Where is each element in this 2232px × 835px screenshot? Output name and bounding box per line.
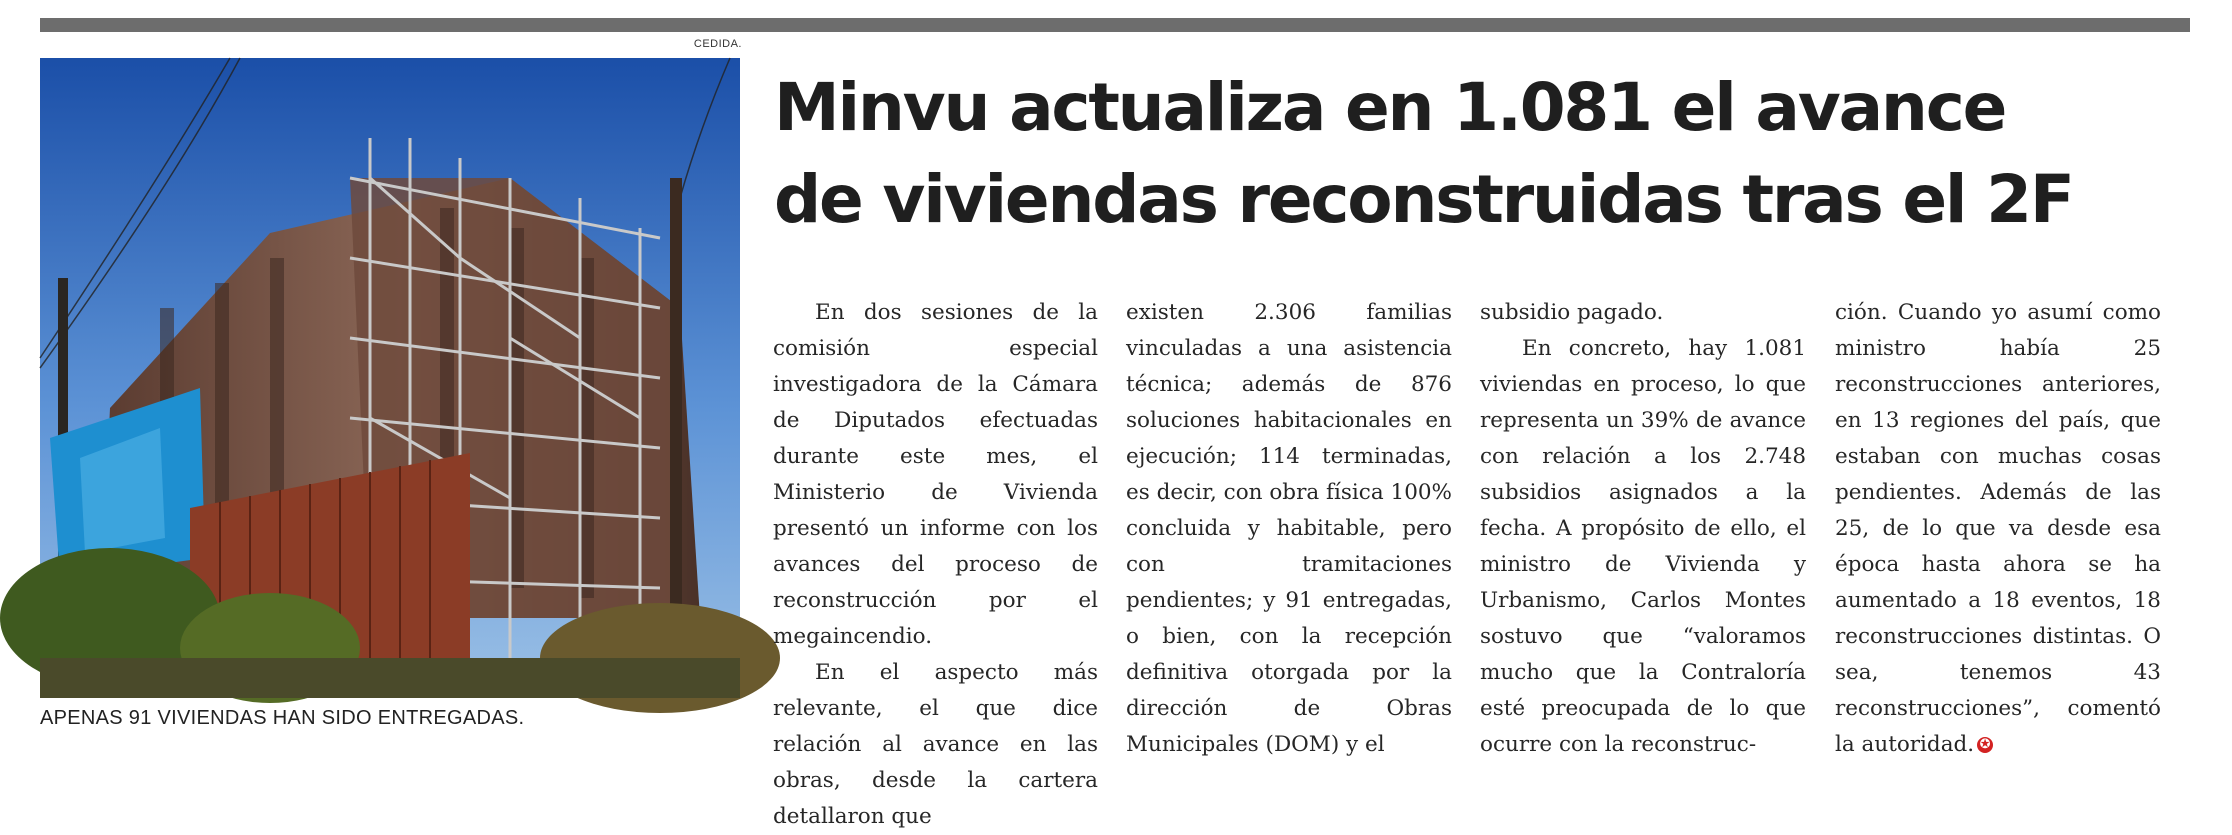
photo-credit: CEDIDA. <box>693 38 742 50</box>
body-paragraph: En dos sesiones de la comisión especial investigadora de la Cámara de Diputados efectuadas durante este mes, el Ministerio de Vivienda presentó un informe con los avances del proceso de reconstrucción por el megaincendio. <box>773 300 1098 649</box>
top-rule <box>40 18 2190 32</box>
body-paragraph <box>1835 295 2161 763</box>
body-paragraph-text: ción. Cuando yo asumí como ministro había 25 reconstrucciones anteriores, en 13 regiones del país, que estaban con muchas cosas pendientes. Además de las 25, de lo que va desde esa época hasta ahora se ha aumentado a 18 eventos, 18 reconstrucciones distintas. O sea, tenemos 43 reconstrucciones”, comentó la autoridad. <box>1835 300 2161 757</box>
body-paragraph: En concreto, hay 1.081 viviendas en proceso, lo que representa un 39% de avance con relación a los 2.748 subsidios asignados a la fecha. A propósito de ello, el ministro de Vivienda y Urbanismo, Carlos Montes sostuvo que “valoramos mucho que la Contraloría esté preocupada de lo que ocurre con la reconstruc- <box>1480 336 1806 757</box>
body-paragraph: existen 2.306 familias vinculadas a una asistencia técnica; además de 876 soluciones habitacionales en ejecución; 114 terminadas, es decir, con obra física 100% concluida y habitable, pero con tramitaciones pendientes; y 91 entregadas, o bien, con la recepción definitiva otorgada por la dirección de Obras Municipales (DOM) y el <box>1126 300 1452 757</box>
article-end-mark-icon: ✪ <box>1977 737 1993 753</box>
body-paragraph: subsidio pagado. <box>1480 300 1664 325</box>
body-paragraph: En el aspecto más relevante, el que dice relación al avance en las obras, desde la cartera detallaron que <box>773 660 1098 829</box>
headline-line-1: Minvu actualiza en 1.081 el avance <box>774 69 2006 146</box>
body-column-4 <box>1835 295 2161 757</box>
body-column-1 <box>773 295 1098 829</box>
photo-caption: APENAS 91 VIVIENDAS HAN SIDO ENTREGADAS. <box>40 707 525 729</box>
body-column-3 <box>1480 295 1806 757</box>
article-photo <box>40 58 740 698</box>
article-headline <box>774 62 2194 246</box>
headline-line-2: de viviendas reconstruidas tras el 2F <box>774 161 2073 238</box>
body-column-2 <box>1126 295 1452 757</box>
